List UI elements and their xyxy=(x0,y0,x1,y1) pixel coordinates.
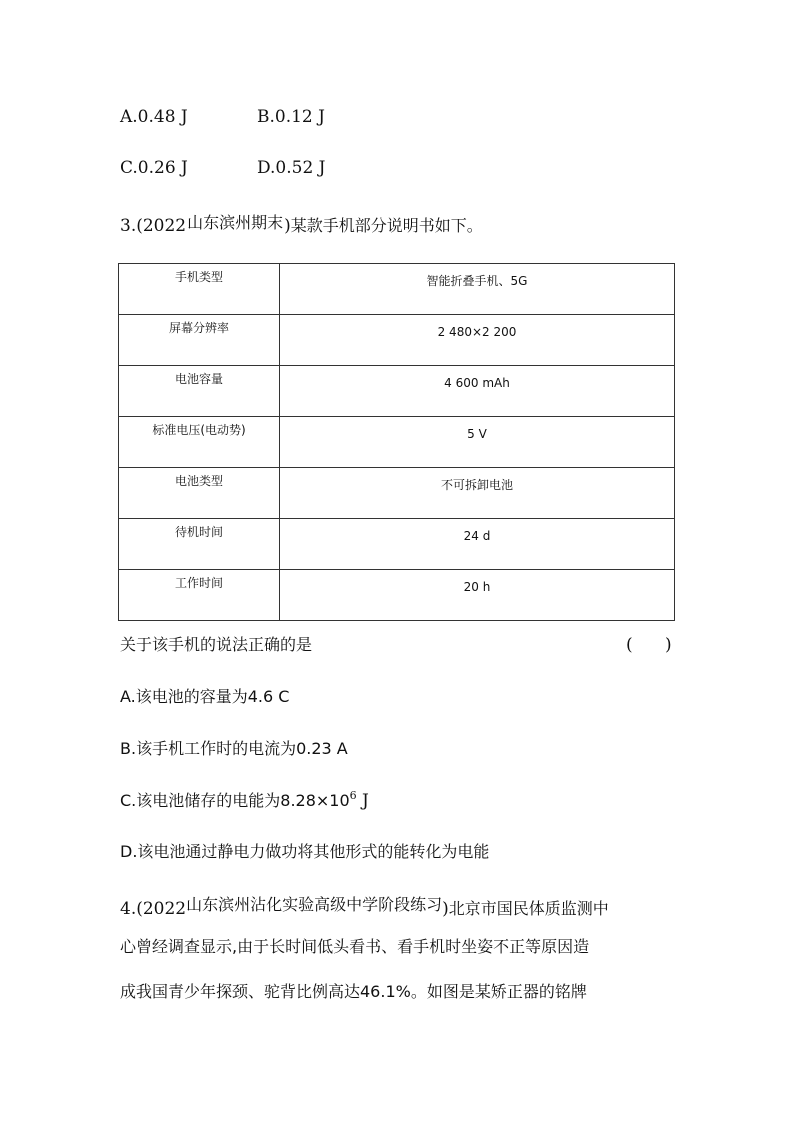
q2-option-c: C.0.26 J xyxy=(120,158,188,178)
q4-line-1-text: 北京市国民体质监测中 xyxy=(448,899,609,918)
spec-key-cell xyxy=(119,519,280,570)
q4-line-3 xyxy=(120,980,587,1004)
spec-value-cell xyxy=(280,366,675,417)
table-row xyxy=(119,519,675,570)
q3-option-c-exponent: 6 xyxy=(349,789,357,802)
spec-value: 5 V xyxy=(467,427,487,441)
q4-number: 4.(2022 xyxy=(120,899,187,919)
spec-key: 标准电压(电动势) xyxy=(152,423,246,437)
spec-value: 智能折叠手机、5G xyxy=(426,274,528,288)
spec-key-cell xyxy=(119,366,280,417)
spec-value-cell xyxy=(280,468,675,519)
q3-stem: 某款手机部分说明书如下。 xyxy=(290,216,483,235)
spec-key-cell xyxy=(119,468,280,519)
q3-option-c-text: C.该电池储存的电能为8.28×10 xyxy=(120,791,350,810)
q3-option-a xyxy=(120,685,289,709)
spec-value: 20 h xyxy=(463,580,491,594)
q2-option-b: B.0.12 J xyxy=(257,107,325,127)
table-row xyxy=(119,570,675,621)
q3-source-close: ) xyxy=(284,216,291,236)
answer-parentheses: ( ) xyxy=(626,635,672,655)
q3-option-a-text: A.该电池的容量为4.6 C xyxy=(120,687,290,706)
q4-source: 山东滨州沾化实验高级中学阶段练习 xyxy=(186,895,443,914)
spec-key: 手机类型 xyxy=(174,270,223,284)
q4-line-2-text: 心曾经调查显示,由于长时间低头看书、看手机时坐姿不正等原因造 xyxy=(120,937,590,956)
q4-line-1 xyxy=(120,897,609,921)
spec-key-cell xyxy=(119,417,280,468)
spec-key-cell xyxy=(119,264,280,315)
spec-key-cell xyxy=(119,570,280,621)
spec-key-cell xyxy=(119,315,280,366)
table-row xyxy=(119,315,675,366)
table-row xyxy=(119,264,675,315)
q3-heading xyxy=(120,214,483,238)
q3-option-c xyxy=(120,789,369,815)
q4-line-3-text: 成我国青少年探颈、驼背比例高达46.1%。如图是某矫正器的铭牌 xyxy=(120,982,587,1001)
spec-value-cell xyxy=(280,519,675,570)
phone-spec-table xyxy=(118,263,675,621)
spec-key: 电池容量 xyxy=(174,372,223,386)
spec-value-cell xyxy=(280,264,675,315)
q3-option-d xyxy=(120,840,489,864)
spec-value-cell xyxy=(280,417,675,468)
spec-value: 4 600 mAh xyxy=(444,376,510,390)
q3-source: 山东滨州期末 xyxy=(187,213,284,232)
spec-key: 电池类型 xyxy=(174,474,223,488)
q2-option-d: D.0.52 J xyxy=(257,158,326,178)
q4-line-2 xyxy=(120,935,589,959)
q3-number: 3.(2022 xyxy=(120,216,187,236)
spec-value: 24 d xyxy=(463,529,491,543)
spec-key: 待机时间 xyxy=(174,525,223,539)
q3-option-d-text: D.该电池通过静电力做功将其他形式的能转化为电能 xyxy=(120,842,490,861)
q3-option-b xyxy=(120,737,348,761)
q2-option-a: A.0.48 J xyxy=(120,107,188,127)
spec-value: 不可拆卸电池 xyxy=(440,478,513,492)
q4-source-close: ) xyxy=(442,899,449,919)
q3-option-b-text: B.该手机工作时的电流为0.23 A xyxy=(120,739,348,758)
table-row xyxy=(119,366,675,417)
spec-value-cell xyxy=(280,315,675,366)
spec-key: 工作时间 xyxy=(174,576,223,590)
q3-question: 关于该手机的说法正确的是 xyxy=(120,635,313,654)
spec-value: 2 480×2 200 xyxy=(437,325,517,339)
table-row xyxy=(119,417,675,468)
spec-value-cell xyxy=(280,570,675,621)
spec-key: 屏幕分辨率 xyxy=(168,321,229,335)
q3-option-c-unit: J xyxy=(356,791,369,811)
table-row xyxy=(119,468,675,519)
